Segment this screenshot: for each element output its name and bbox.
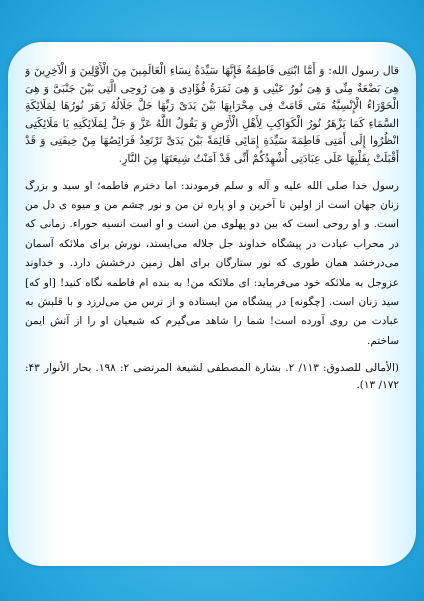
source-reference: (الأمالی للصدوق: ۱۱۳/ ۲. بشارة المصطفی لشیعة المرتضی ۲: ۱۹۸. بحار الأنوار ۴۳: ۱۷۲/ ۱۳). <box>25 362 399 392</box>
hadith-content <box>25 62 399 556</box>
persian-translation: رسول خدا صلی الله علیه و آله و سلم فرمودند: اما دخترم فاطمه؛ او سید و بزرگ زنان جهان است از اولین تا آخرین و او پاره تن من و نور چشم من و میوه ی دل من است. و او روحی است که بین دو پهلوی من است و او است انسیه حوراء. زمانی که در محراب عبادت در پیشگاه خداوند جل جلاله می‌ایستد، نورش برای ملائکه آسمان می‌درخشد همان طوری که نور ستارگان برای اهل زمین درخشش دارد. و خداوند عزوجل به ملائکه خود می‌فرماید: ای ملائکه من! به بنده ام فاطمه نگاه کنید! [او که] سید زنان است. [چگونه] در پیشگاه من ایستاده و از ترس من می‌لرزد و با قلبش به عبادت من روی آورده است! شما را شاهد می‌گیرم که شیعیان او را از آتش ایمن ساختم. <box>25 179 399 347</box>
arabic-hadith-text: قال رسول الله: وَ أَمَّا ابْنَتِی فَاطِمَةُ فَإِنَّهَا سَیِّدَةُ نِسَاءِ الْعَالَمِینَ مِنَ الْأَوَّلِینَ وَ الْآخِرِینَ وَ هِیَ بَضْعَةٌ مِنِّی وَ هِیَ نُورُ عَیْنِی وَ هِیَ ثَمَرَةُ فُؤَادِی وَ هِیَ رُوحِی الَّتِی بَیْنَ جَنْبَیَّ وَ هِیَ الْحَوْرَاءُ الْإِنْسِیَّةُ مَتَی قَامَتْ فِی مِحْرَابِهَا بَیْنَ یَدَیْ رَبِّهَا جَلَّ جَلَالُهُ زَهَرَ نُورُهَا لِمَلَائِکَةِ السَّمَاءِ کَمَا یَزْهَرُ نُورُ الْکَوَاکِبِ لِأَهْلِ الْأَرْضِ وَ یَقُولُ اللَّهُ عَزَّ وَ جَلَّ لِمَلَائِکَتِهِ یَا مَلَائِکَتِی انْظُرُوا إِلَی أَمَتِی فَاطِمَةَ سَیِّدَةِ إِمَائِی قَائِمَةً بَیْنَ یَدَیَّ تَرْتَعِدُ فَرَائِصُهَا مِنْ خِیفَتِی وَ قَدْ أَقْبَلَتْ بِقَلْبِهَا عَلَی عِبَادَتِی أُشْهِدُکُمْ أَنِّی قَدْ آمَنْتُ شِیعَتَهَا مِنَ النَّارِ. <box>25 64 399 165</box>
content-card <box>8 42 416 566</box>
